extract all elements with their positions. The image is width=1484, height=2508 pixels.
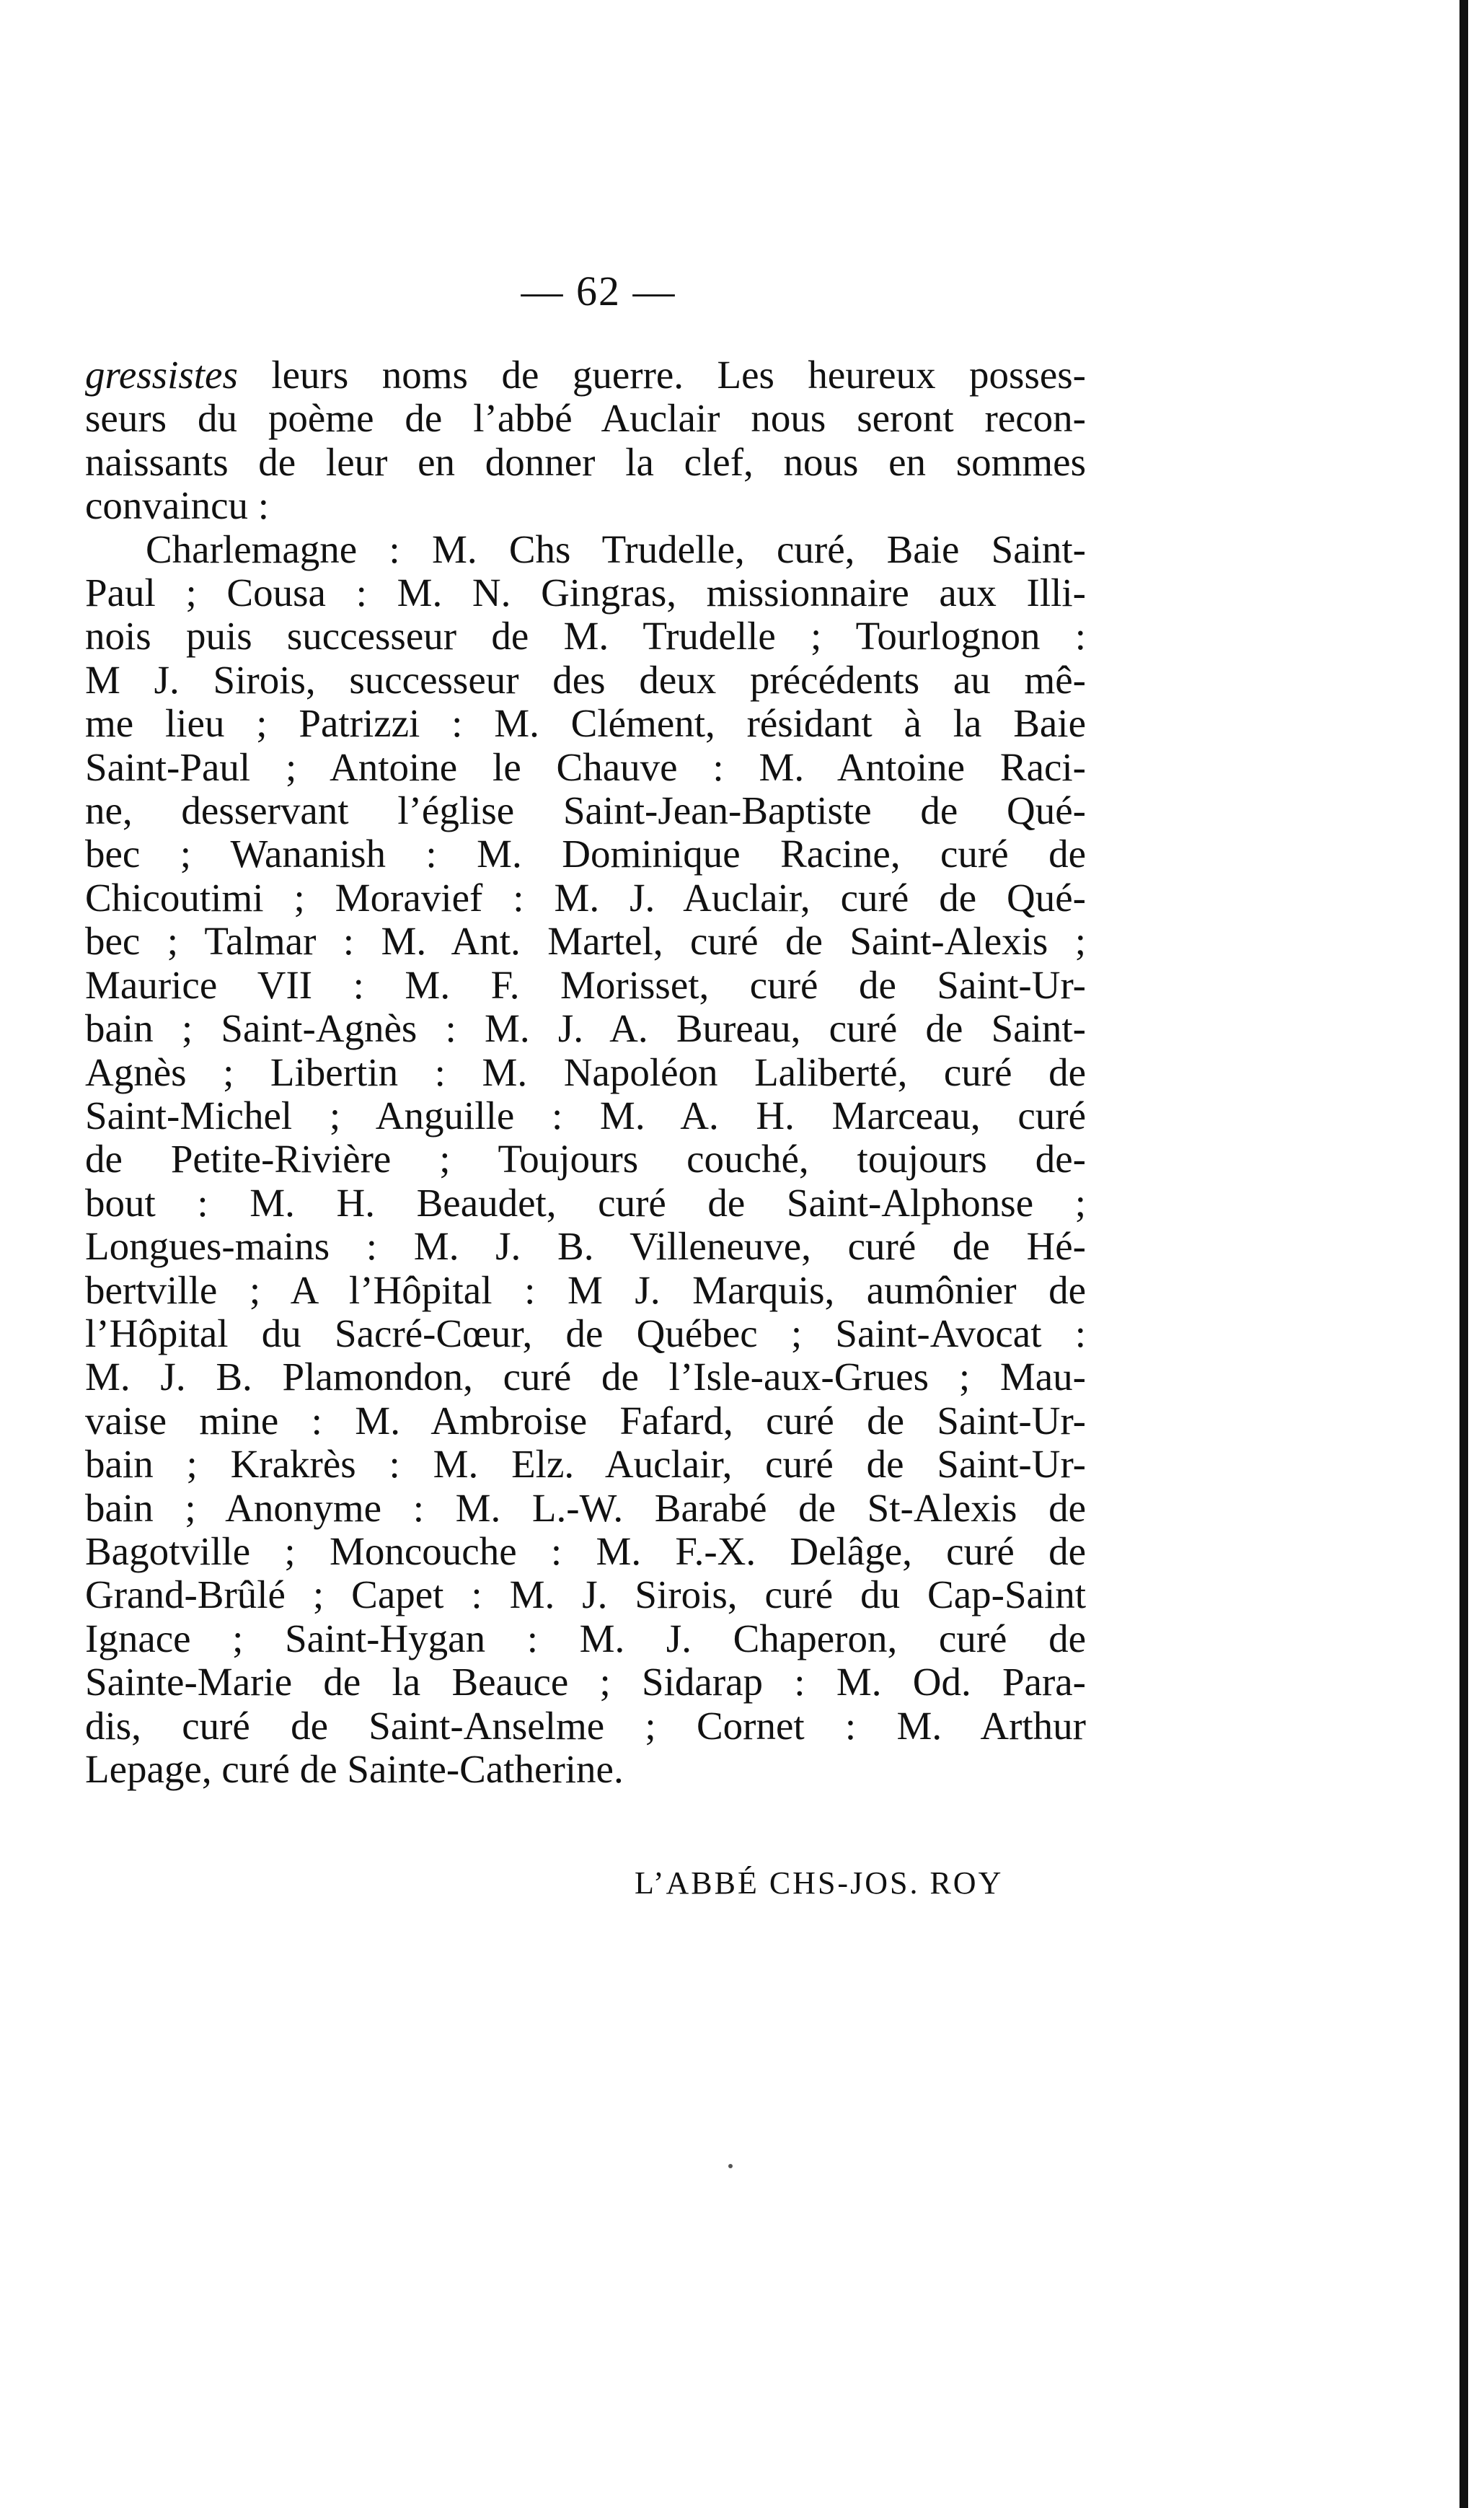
- text-line: Ignace ; Saint-Hygan : M. J. Chaperon, curé de: [85, 1616, 1086, 1660]
- text-line: vaise mine : M. Ambroise Fafard, curé de Saint-Ur-: [85, 1398, 1086, 1443]
- page-edge-rule: [1459, 0, 1468, 2508]
- text-line: Sainte-Marie de la Beauce ; Sidarap : M. Od. Para-: [85, 1660, 1086, 1704]
- body-text: [85, 353, 1086, 1791]
- text-line: seurs du poème de l’abbé Auclair nous seront recon-: [85, 396, 1086, 441]
- text-line: Chicoutimi ; Moravief : M. J. Auclair, curé de Qué-: [85, 875, 1086, 920]
- text-line: Longues-mains : M. J. B. Villeneuve, curé de Hé-: [85, 1224, 1086, 1269]
- text-line: M J. Sirois, successeur des deux précédents au mê-: [85, 657, 1086, 702]
- text-line: Lepage, curé de Sainte-Catherine.: [85, 1747, 624, 1791]
- author-signature: L’ABBÉ CHS-JOS. ROY: [635, 1865, 1004, 1901]
- text-line: me lieu ; Patrizzi : M. Clément, résidant à la Baie: [85, 701, 1086, 746]
- text-line: [85, 353, 1086, 397]
- text-line: bain ; Saint-Agnès : M. J. A. Bureau, curé de Saint-: [85, 1006, 1086, 1051]
- italic-word: gressistes: [85, 353, 238, 397]
- page-number: — 62 —: [521, 268, 676, 314]
- text-line: M. J. B. Plamondon, curé de l’Isle-aux-Grues ; Mau-: [85, 1355, 1086, 1399]
- text-line: Paul ; Cousa : M. N. Gingras, missionnaire aux Illi-: [85, 571, 1086, 615]
- text-line: de Petite-Rivière ; Toujours couché, toujours de-: [85, 1137, 1086, 1182]
- text-line: Maurice VII : M. F. Morisset, curé de Saint-Ur-: [85, 962, 1086, 1007]
- text-line: Charlemagne : M. Chs Trudelle, curé, Baie Saint-: [146, 527, 1086, 571]
- text-line: nois puis successeur de M. Trudelle ; Tourlognon :: [85, 614, 1086, 659]
- text-line: Saint-Paul ; Antoine le Chauve : M. Antoine Raci-: [85, 744, 1086, 789]
- text-line: dis, curé de Saint-Anselme ; Cornet : M. Arthur: [85, 1703, 1086, 1748]
- text-line: ne, desservant l’église Saint-Jean-Baptiste de Qué-: [85, 788, 1086, 833]
- text-line: Saint-Michel ; Anguille : M. A. H. Marceau, curé: [85, 1093, 1086, 1138]
- print-speck: [728, 2164, 733, 2168]
- text-line: bain ; Krakrès : M. Elz. Auclair, curé de Saint-Ur-: [85, 1442, 1086, 1487]
- text-line: naissants de leur en donner la clef, nous en sommes: [85, 439, 1086, 484]
- text-line: Bagotville ; Moncouche : M. F.-X. Delâge, curé de: [85, 1528, 1086, 1573]
- text-line: Grand-Brûlé ; Capet : M. J. Sirois, curé du Cap-Saint: [85, 1572, 1086, 1617]
- text-line: convaincu :: [85, 483, 270, 528]
- text-fragment: leurs noms de guerre. Les heureux posses-: [237, 353, 1086, 397]
- text-line: l’Hôpital du Sacré-Cœur, de Québec ; Saint-Avocat :: [85, 1311, 1086, 1355]
- text-line: bain ; Anonyme : M. L.-W. Barabé de St-Alexis de: [85, 1485, 1086, 1530]
- text-line: bec ; Talmar : M. Ant. Martel, curé de Saint-Alexis ;: [85, 919, 1086, 964]
- text-line: bertville ; A l’Hôpital : M J. Marquis, aumônier de: [85, 1267, 1086, 1312]
- text-line: Agnès ; Libertin : M. Napoléon Laliberté, curé de: [85, 1050, 1086, 1094]
- text-line: bout : M. H. Beaudet, curé de Saint-Alphonse ;: [85, 1180, 1086, 1225]
- text-line: bec ; Wananish : M. Dominique Racine, curé de: [85, 832, 1086, 876]
